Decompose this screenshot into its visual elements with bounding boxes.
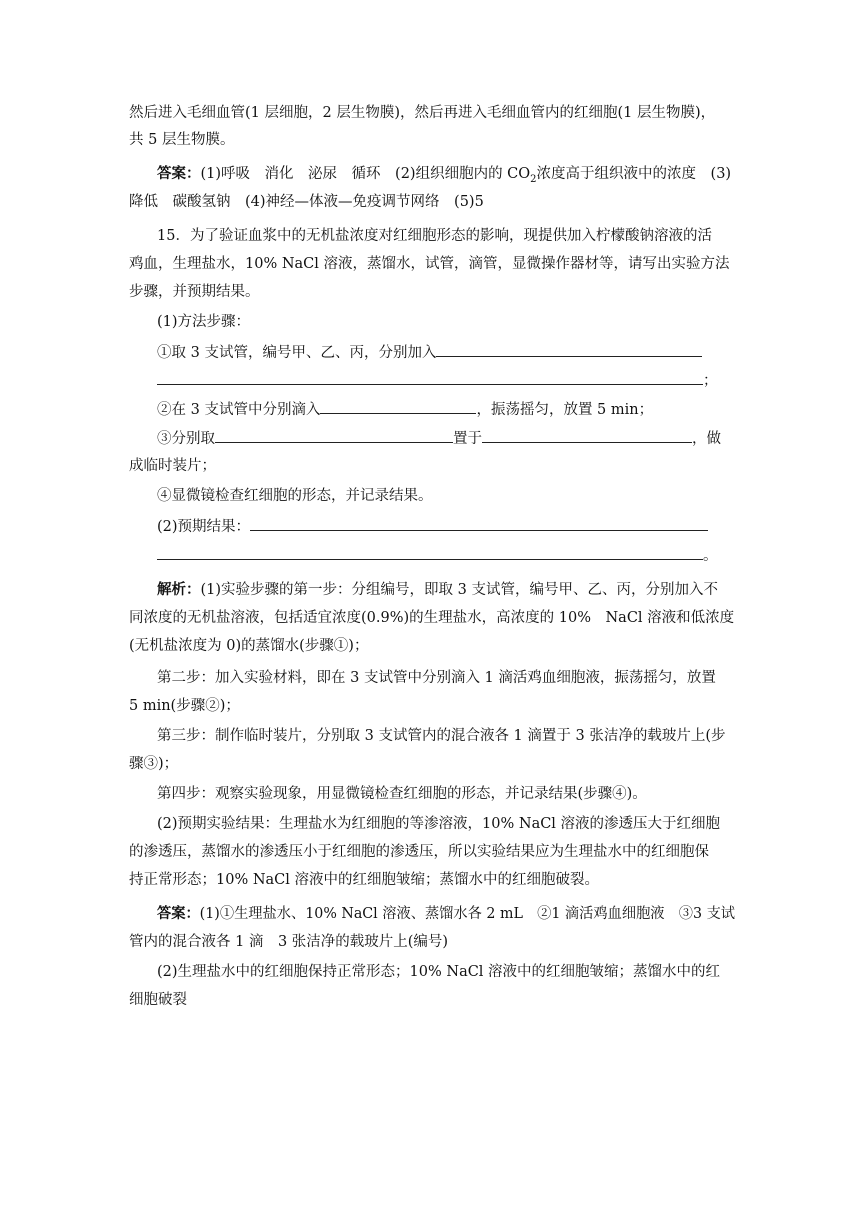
expected-result: (2)预期结果： bbox=[157, 516, 708, 537]
analysis-line: (无机盐浓度为 0)的蒸馏水(步骤①)； bbox=[129, 638, 369, 654]
analysis-line: 5 min(步骤②)； bbox=[129, 698, 240, 714]
analysis-line: 第三步：制作临时装片，分别取 3 支试管内的混合液各 1 滴置于 3 张洁净的载玻片上(步 bbox=[157, 728, 726, 744]
analysis-line: 第四步：观察实验现象，用显微镜检查红细胞的形态，并记录结果(步骤④)。 bbox=[157, 786, 647, 802]
blank-field[interactable] bbox=[482, 428, 692, 443]
step-1: ①取 3 支试管，编号甲、乙、丙，分别加入 bbox=[157, 342, 702, 363]
analysis-line: 的渗透压，蒸馏水的渗透压小于红细胞的渗透压，所以实验结果应为生理盐水中的红细胞保 bbox=[129, 844, 709, 860]
answer-line: 答案：(1)呼吸 消化 泌尿 循环 (2)组织细胞内的 $CO_2$浓度高于组织液中的浓度 (3) bbox=[157, 165, 732, 185]
expected-result-cont: 。 bbox=[157, 545, 718, 566]
step-3: ③分别取 置于 ，做 bbox=[157, 428, 721, 449]
step-2: ②在 3 支试管中分别滴入 ，振荡摇匀，放置 5 min； bbox=[157, 399, 653, 420]
step-1-cont: ； bbox=[157, 370, 718, 391]
text-line: 然后进入毛细血管(1 层细胞，2 层生物膜)，然后再进入毛细血管内的红细胞(1 层生物膜)， bbox=[129, 105, 716, 121]
answer-line: 答案：(1)①生理盐水、10% NaCl 溶液、蒸馏水各 2 mL ②1 滴活鸡血细胞液 ③3 支试 bbox=[157, 905, 736, 922]
answer-line: 降低 碳酸氢钠 (4)神经—体液—免疫调节网络 (5)5 bbox=[129, 194, 484, 210]
answer-line: 管内的混合液各 1 滴 3 张洁净的载玻片上(编号) bbox=[129, 934, 449, 950]
analysis-line: 解析：(1)实验步骤的第一步：分组编号，即取 3 支试管，编号甲、乙、丙，分别加入不 bbox=[157, 581, 718, 598]
question-line: 鸡血，生理盐水，10% NaCl 溶液，蒸馏水，试管，滴管，显微操作器材等，请写出实验方法 bbox=[129, 256, 730, 272]
answer-line: (2)生理盐水中的红细胞保持正常形态；10% NaCl 溶液中的红细胞皱缩；蒸馏水中的红 bbox=[157, 964, 721, 980]
blank-field[interactable] bbox=[320, 399, 476, 414]
analysis-line: 持正常形态；10% NaCl 溶液中的红细胞皱缩；蒸馏水中的红细胞破裂。 bbox=[129, 872, 600, 888]
step-4: ④显微镜检查红细胞的形态，并记录结果。 bbox=[157, 488, 433, 504]
answer-line: 细胞破裂 bbox=[129, 992, 187, 1008]
analysis-line: 第二步：加入实验材料，即在 3 支试管中分别滴入 1 滴活鸡血细胞液，振荡摇匀，放置 bbox=[157, 670, 716, 686]
analysis-label: 解析： bbox=[157, 581, 201, 598]
blank-field[interactable] bbox=[157, 370, 703, 385]
text-line: 共 5 层生物膜。 bbox=[129, 132, 235, 148]
analysis-line: 同浓度的无机盐溶液，包括适宜浓度(0.9%)的生理盐水，高浓度的 10% NaCl 溶液和低浓度 bbox=[129, 610, 735, 626]
blank-field[interactable] bbox=[215, 428, 453, 443]
method-title: (1)方法步骤： bbox=[157, 314, 251, 330]
question-line: 步骤，并预期结果。 bbox=[129, 284, 260, 300]
blank-field[interactable] bbox=[436, 342, 702, 357]
analysis-line: 骤③)； bbox=[129, 756, 179, 772]
step-3-cont: 成临时装片； bbox=[129, 458, 216, 474]
analysis-line: (2)预期实验结果：生理盐水为红细胞的等渗溶液，10% NaCl 溶液的渗透压大于红细胞 bbox=[157, 816, 721, 832]
question-line: 15．为了验证血浆中的无机盐浓度对红细胞形态的影响，现提供加入柠檬酸钠溶液的活 bbox=[157, 228, 712, 244]
blank-field[interactable] bbox=[250, 516, 708, 531]
blank-field[interactable] bbox=[157, 545, 703, 560]
answer-label: 答案： bbox=[157, 905, 200, 922]
answer-label: 答案： bbox=[157, 165, 201, 182]
